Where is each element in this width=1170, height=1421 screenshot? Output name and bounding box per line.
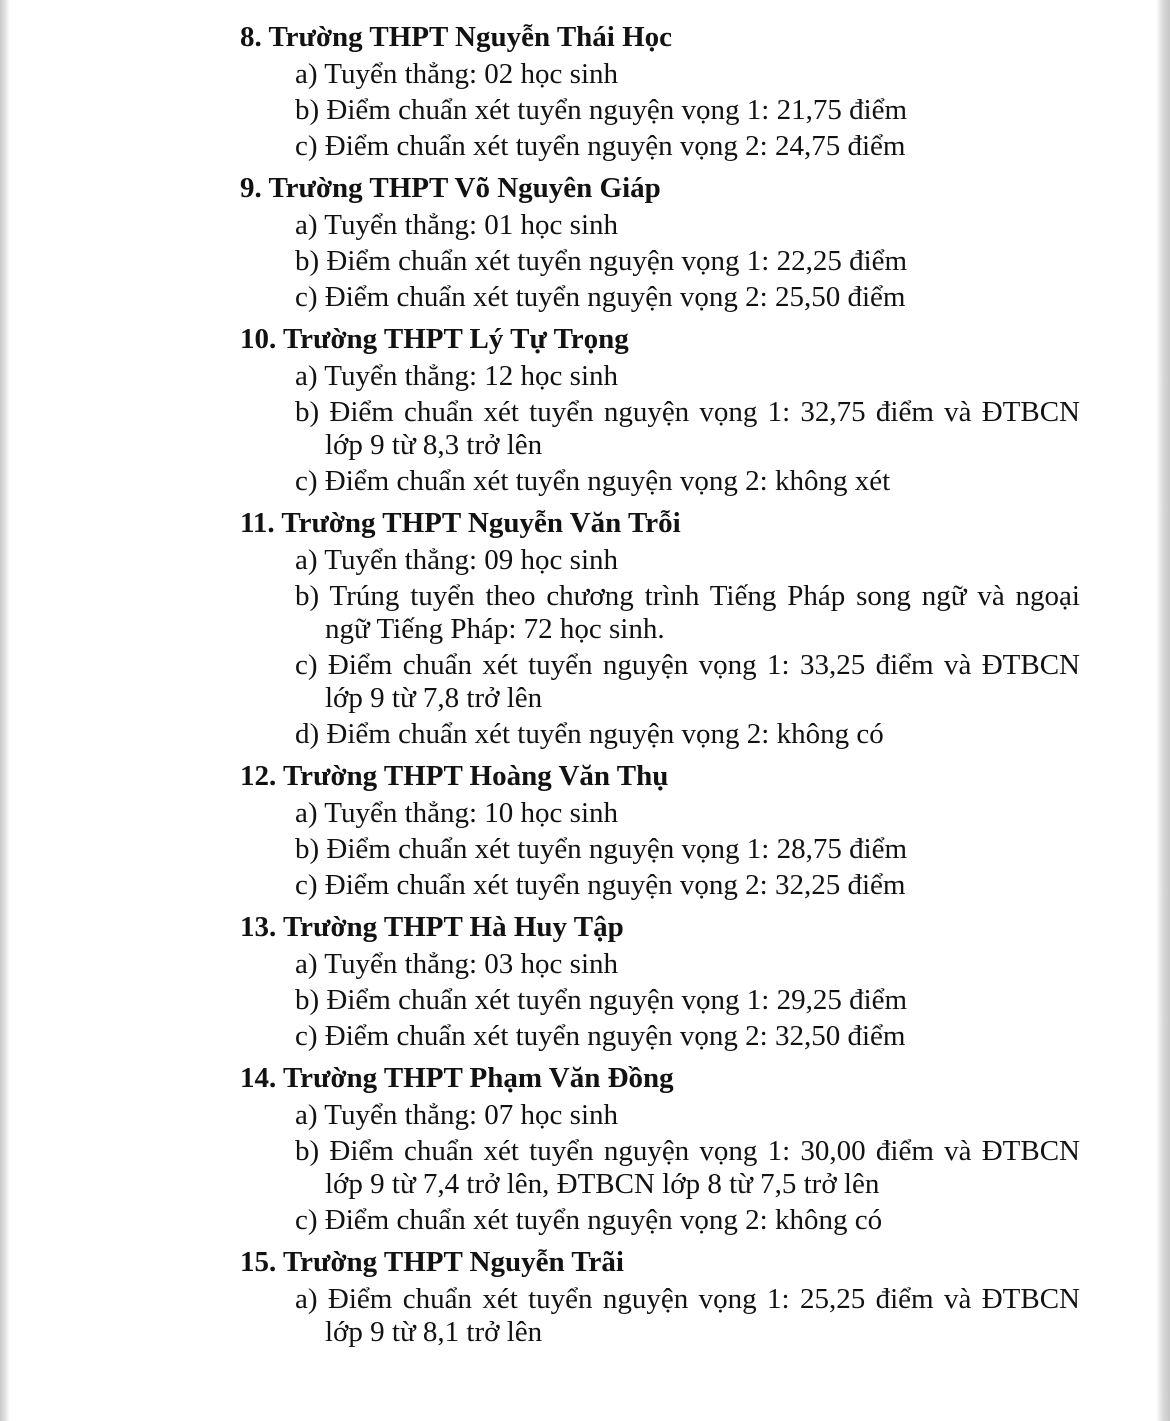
school-section-items	[240, 948, 1080, 1053]
list-item: b) Trúng tuyển theo chương trình Tiếng Pháp song ngữ và ngoại ngữ Tiếng Pháp: 72 học sinh.	[295, 580, 1080, 645]
list-item: b) Điểm chuẩn xét tuyển nguyện vọng 1: 29,25 điểm	[295, 984, 908, 1016]
list-item: a) Tuyển thẳng: 07 học sinh	[295, 1099, 619, 1131]
list-item: c) Điểm chuẩn xét tuyển nguyện vọng 2: không có	[295, 1204, 883, 1236]
school-section-items	[240, 544, 1080, 751]
list-item: b) Điểm chuẩn xét tuyển nguyện vọng 1: 32,75 điểm và ĐTBCN lớp 9 từ 8,3 trở lên	[295, 396, 1080, 461]
list-item: b) Điểm chuẩn xét tuyển nguyện vọng 1: 28,75 điểm	[295, 833, 908, 865]
list-item: a) Tuyển thẳng: 09 học sinh	[295, 544, 619, 576]
school-section	[240, 320, 1080, 498]
list-item: a) Tuyển thẳng: 01 học sinh	[295, 209, 619, 241]
school-section-items	[240, 209, 1080, 314]
list-item: c) Điểm chuẩn xét tuyển nguyện vọng 2: 32,50 điểm	[295, 1020, 906, 1052]
school-section-items	[240, 58, 1080, 163]
school-section-title: 15. Trường THPT Nguyễn Trãi	[240, 1246, 624, 1278]
school-section-title: 9. Trường THPT Võ Nguyên Giáp	[240, 172, 661, 204]
school-section	[240, 18, 1080, 163]
list-item: c) Điểm chuẩn xét tuyển nguyện vọng 2: không xét	[295, 465, 891, 497]
list-item: a) Tuyển thẳng: 12 học sinh	[295, 360, 619, 392]
list-item: c) Điểm chuẩn xét tuyển nguyện vọng 2: 24,75 điểm	[295, 130, 906, 162]
school-section-items	[240, 797, 1080, 902]
list-item: b) Điểm chuẩn xét tuyển nguyện vọng 1: 22,25 điểm	[295, 245, 908, 277]
school-section-title: 12. Trường THPT Hoàng Văn Thụ	[240, 760, 669, 792]
school-section-items	[240, 360, 1080, 498]
list-item: c) Điểm chuẩn xét tuyển nguyện vọng 1: 33,25 điểm và ĐTBCN lớp 9 từ 7,8 trở lên	[295, 649, 1080, 714]
school-section-title: 8. Trường THPT Nguyễn Thái Học	[240, 21, 673, 53]
list-item: b) Điểm chuẩn xét tuyển nguyện vọng 1: 30,00 điểm và ĐTBCN lớp 9 từ 7,4 trở lên, ĐTBCN lớp 8 từ 7,5 trở lên	[295, 1135, 1080, 1200]
school-section-items	[240, 1099, 1080, 1237]
school-section-title: 14. Trường THPT Phạm Văn Đồng	[240, 1062, 674, 1094]
school-section	[240, 1059, 1080, 1237]
school-section-title: 11. Trường THPT Nguyễn Văn Trỗi	[240, 507, 681, 539]
school-section-title: 13. Trường THPT Hà Huy Tập	[240, 911, 624, 943]
document-content	[240, 12, 1080, 1352]
list-item: b) Điểm chuẩn xét tuyển nguyện vọng 1: 21,75 điểm	[295, 94, 908, 126]
list-item: a) Tuyển thẳng: 02 học sinh	[295, 58, 619, 90]
list-item: a) Tuyển thẳng: 03 học sinh	[295, 948, 619, 980]
school-section	[240, 504, 1080, 751]
school-section-title: 10. Trường THPT Lý Tự Trọng	[240, 323, 629, 355]
school-section	[240, 1243, 1080, 1349]
list-item: a) Điểm chuẩn xét tuyển nguyện vọng 1: 25,25 điểm và ĐTBCN lớp 9 từ 8,1 trở lên	[295, 1283, 1080, 1348]
list-item: a) Tuyển thẳng: 10 học sinh	[295, 797, 619, 829]
school-section	[240, 169, 1080, 314]
list-item: d) Điểm chuẩn xét tuyển nguyện vọng 2: không có	[295, 718, 884, 750]
school-section	[240, 908, 1080, 1053]
page-left-edge-shading	[0, 0, 10, 1421]
school-section	[240, 757, 1080, 902]
school-section-items	[240, 1283, 1080, 1349]
page-right-edge-shading	[1156, 0, 1170, 1421]
list-item: c) Điểm chuẩn xét tuyển nguyện vọng 2: 25,50 điểm	[295, 281, 906, 313]
list-item: c) Điểm chuẩn xét tuyển nguyện vọng 2: 32,25 điểm	[295, 869, 906, 901]
